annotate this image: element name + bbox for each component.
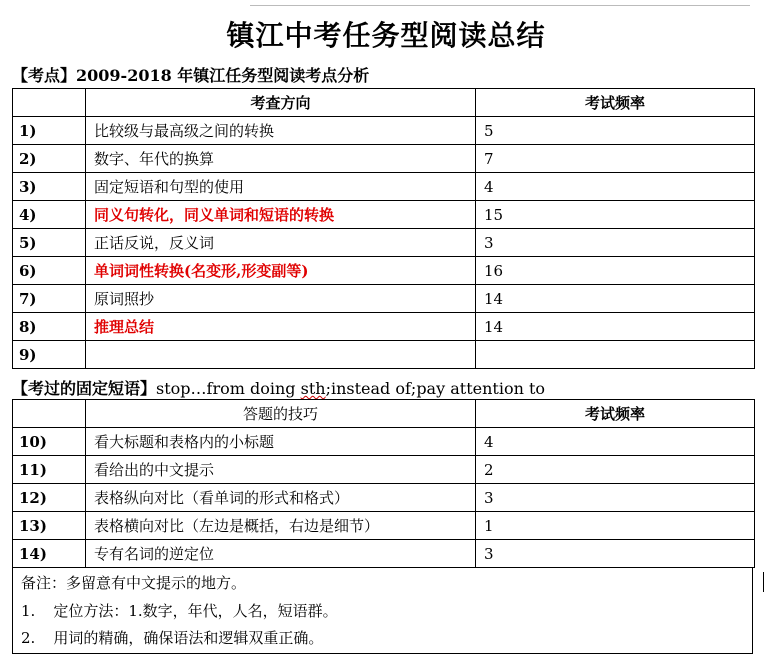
row-frequency [476, 341, 755, 369]
table-row [13, 512, 755, 540]
notes-box [12, 568, 753, 654]
table-row [13, 484, 755, 512]
row-frequency: 3 [476, 229, 755, 257]
row-number: 13) [13, 512, 86, 540]
row-frequency: 5 [476, 117, 755, 145]
column-header-number [13, 89, 86, 117]
row-number: 14) [13, 540, 86, 568]
section2-bracket-label: 【考过的固定短语】 [12, 379, 157, 398]
exam-points-table [12, 88, 755, 369]
row-number: 11) [13, 456, 86, 484]
table-row [13, 428, 755, 456]
row-tip: 专有名词的逆定位 [86, 540, 476, 568]
row-tip: 表格横向对比（左边是概括，右边是细节） [86, 512, 476, 540]
table-row [13, 456, 755, 484]
row-frequency: 4 [476, 173, 755, 201]
row-frequency: 3 [476, 484, 755, 512]
table-row [13, 229, 755, 257]
row-number: 3) [13, 173, 86, 201]
row-direction: 推理总结 [86, 313, 476, 341]
row-number: 10) [13, 428, 86, 456]
column-header-direction: 考查方向 [86, 89, 476, 117]
section1-heading-text: 2009-2018 年镇江任务型阅读考点分析 [76, 66, 370, 85]
row-number: 5) [13, 229, 86, 257]
column-header-frequency: 考试频率 [476, 89, 755, 117]
row-direction: 单词词性转换(名变形,形变副等) [86, 257, 476, 285]
row-frequency: 14 [476, 285, 755, 313]
remark-text: 备注：多留意有中文提示的地方。 [21, 574, 247, 592]
note-item-text: 定位方法：1.数字，年代，人名，短语群。 [53, 602, 338, 620]
note-item-2 [21, 627, 323, 648]
row-number: 6) [13, 257, 86, 285]
row-number: 8) [13, 313, 86, 341]
row-frequency: 7 [476, 145, 755, 173]
answer-tips-body [13, 428, 755, 568]
row-number: 7) [13, 285, 86, 313]
row-tip: 看给出的中文提示 [86, 456, 476, 484]
row-number: 2) [13, 145, 86, 173]
row-direction: 正话反说，反义词 [86, 229, 476, 257]
note-item-number: 1. [21, 602, 36, 620]
section2-heading [12, 376, 545, 399]
exam-points-body [13, 117, 755, 369]
column-header-frequency: 考试频率 [476, 400, 755, 428]
table-row [13, 540, 755, 568]
row-number: 1) [13, 117, 86, 145]
fixed-phrases-pre: stop…from doing [156, 379, 301, 398]
row-number: 4) [13, 201, 86, 229]
answer-tips-table [12, 399, 755, 568]
row-frequency: 3 [476, 540, 755, 568]
row-number: 12) [13, 484, 86, 512]
row-tip: 看大标题和表格内的小标题 [86, 428, 476, 456]
table-row [13, 257, 755, 285]
row-frequency: 16 [476, 257, 755, 285]
row-direction: 数字、年代的换算 [86, 145, 476, 173]
table-row [13, 313, 755, 341]
table-row [13, 341, 755, 369]
note-item-number: 2. [21, 629, 36, 647]
note-item-text: 用词的精确，确保语法和逻辑双重正确。 [53, 629, 324, 647]
table-row [13, 145, 755, 173]
table-row [13, 201, 755, 229]
fixed-phrases-post: ;instead of;pay attention to [325, 379, 546, 398]
cursor-line [763, 572, 764, 592]
row-direction: 固定短语和句型的使用 [86, 173, 476, 201]
row-frequency: 2 [476, 456, 755, 484]
column-header-number [13, 400, 86, 428]
table-row [13, 117, 755, 145]
row-frequency: 1 [476, 512, 755, 540]
row-direction [86, 341, 476, 369]
page-title: 镇江中考任务型阅读总结 [226, 19, 546, 52]
row-frequency: 15 [476, 201, 755, 229]
row-frequency: 4 [476, 428, 755, 456]
row-direction: 原词照抄 [86, 285, 476, 313]
top-rule [250, 5, 750, 6]
column-header-tip: 答题的技巧 [86, 400, 476, 428]
note-item-1 [21, 600, 338, 621]
row-number: 9) [13, 341, 86, 369]
section1-heading [12, 63, 369, 86]
row-direction: 同义句转化，同义单词和短语的转换 [86, 201, 476, 229]
table-header-row [13, 89, 755, 117]
row-tip: 表格纵向对比（看单词的形式和格式） [86, 484, 476, 512]
table-header-row [13, 400, 755, 428]
fixed-phrases-wavy: sth [300, 379, 326, 398]
table-row [13, 285, 755, 313]
row-frequency: 14 [476, 313, 755, 341]
section1-bracket-label: 【考点】 [12, 66, 77, 85]
table-row [13, 173, 755, 201]
row-direction: 比较级与最高级之间的转换 [86, 117, 476, 145]
